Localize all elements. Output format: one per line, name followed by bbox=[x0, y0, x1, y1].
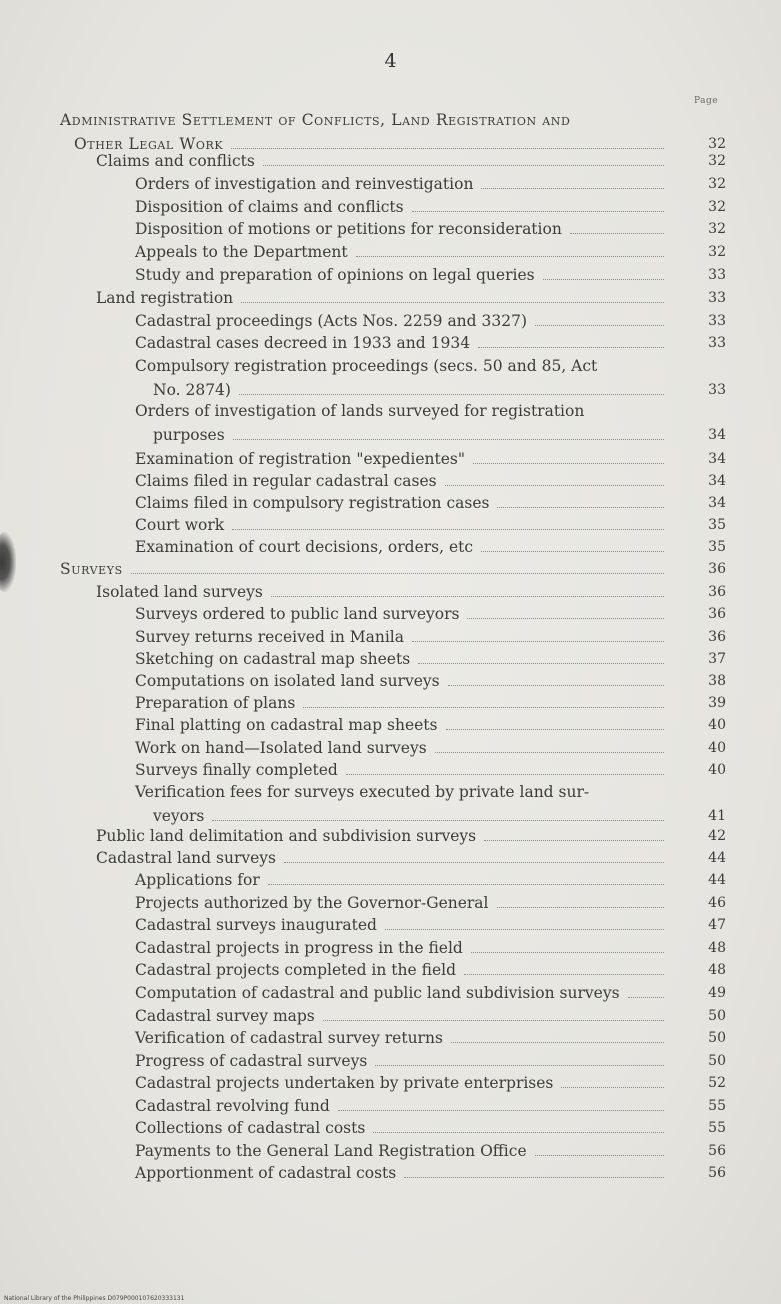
toc-entry-page: 32 bbox=[708, 153, 726, 169]
toc-entry bbox=[135, 715, 726, 735]
dot-leader bbox=[497, 907, 664, 908]
dot-leader bbox=[445, 485, 664, 486]
toc-entry bbox=[96, 288, 726, 308]
dot-leader bbox=[232, 529, 664, 530]
toc-entry bbox=[135, 671, 726, 691]
toc-entry bbox=[96, 848, 726, 868]
toc-entry bbox=[135, 1096, 726, 1116]
dot-leader bbox=[535, 325, 664, 326]
toc-entry-title: Cadastral projects in progress in the field bbox=[135, 939, 463, 957]
toc-entry bbox=[135, 174, 726, 194]
toc-entry-page: 32 bbox=[708, 176, 726, 192]
ink-blot bbox=[0, 532, 16, 592]
toc-entry bbox=[135, 311, 726, 331]
dot-leader bbox=[404, 1177, 664, 1178]
toc-entry-page: 38 bbox=[708, 673, 726, 689]
toc-entry bbox=[135, 219, 726, 239]
toc-entry bbox=[135, 604, 726, 624]
toc-entry-title: Work on hand—Isolated land surveys bbox=[135, 739, 427, 757]
dot-leader bbox=[473, 463, 664, 464]
toc-entry-title: Disposition of claims and conflicts bbox=[135, 198, 404, 216]
toc-entry-title: Verification of cadastral survey returns bbox=[135, 1029, 443, 1047]
toc-entry bbox=[96, 151, 726, 171]
toc-entry-title: Projects authorized by the Governor-General bbox=[135, 894, 489, 912]
dot-leader bbox=[478, 347, 664, 348]
toc-entry-title: Orders of investigation and reinvestigation bbox=[135, 175, 474, 193]
toc-entry-page: 33 bbox=[708, 267, 726, 283]
toc-entry-title: Surveys ordered to public land surveyors bbox=[135, 605, 460, 623]
toc-entry-page: 34 bbox=[708, 427, 726, 443]
toc-entry bbox=[60, 110, 726, 154]
toc-entry-title: Claims filed in regular cadastral cases bbox=[135, 472, 437, 490]
dot-leader bbox=[356, 256, 664, 257]
dot-leader bbox=[231, 148, 664, 149]
toc-entry-title: Cadastral land surveys bbox=[96, 849, 276, 867]
toc-entry bbox=[135, 1051, 726, 1071]
toc-entry-page: 42 bbox=[708, 828, 726, 844]
dot-leader bbox=[271, 596, 664, 597]
toc-entry-page: 40 bbox=[708, 740, 726, 756]
toc-entry-page: 32 bbox=[708, 221, 726, 237]
toc-entry-page: 33 bbox=[708, 382, 726, 398]
dot-leader bbox=[268, 884, 664, 885]
toc-entry-title: Study and preparation of opinions on legal queries bbox=[135, 266, 535, 284]
toc-entry-title: Computations on isolated land surveys bbox=[135, 672, 440, 690]
dot-leader bbox=[303, 707, 664, 708]
toc-entry bbox=[135, 760, 726, 780]
toc-entry bbox=[135, 242, 726, 262]
toc-entry-title: Preparation of plans bbox=[135, 694, 296, 712]
dot-leader bbox=[464, 974, 664, 975]
toc-entry-title: Cadastral survey maps bbox=[135, 1007, 315, 1025]
toc-entry-page: 50 bbox=[708, 1008, 726, 1024]
dot-leader bbox=[233, 439, 664, 440]
toc-entry-title: Land registration bbox=[96, 289, 234, 307]
toc-entry-page: 44 bbox=[708, 850, 726, 866]
toc-entry-title: Court work bbox=[135, 516, 225, 534]
toc-entry-page: 55 bbox=[708, 1120, 726, 1136]
toc-entry-page: 34 bbox=[708, 495, 726, 511]
toc-entry-page: 41 bbox=[708, 808, 726, 824]
dot-leader bbox=[212, 820, 664, 821]
dot-leader bbox=[481, 551, 664, 552]
dot-leader bbox=[497, 507, 664, 508]
dot-leader bbox=[471, 952, 664, 953]
toc-entry bbox=[135, 197, 726, 217]
toc-entry bbox=[135, 960, 726, 980]
toc-entry-title: Claims filed in compulsory registration cases bbox=[135, 494, 490, 512]
toc-entry-page: 48 bbox=[708, 940, 726, 956]
toc-entry-page: 48 bbox=[708, 962, 726, 978]
toc-entry bbox=[135, 1028, 726, 1048]
toc-entry-title: Cadastral proceedings (Acts Nos. 2259 and 3327) bbox=[135, 312, 528, 330]
dot-leader bbox=[448, 685, 664, 686]
toc-entry bbox=[135, 333, 726, 353]
dot-leader bbox=[241, 302, 664, 303]
toc-entry bbox=[135, 983, 726, 1003]
dot-leader bbox=[284, 862, 664, 863]
toc-entry-title: Surveys bbox=[60, 560, 123, 578]
footer-credit: National Library of the Philippines D079P000107620333131 bbox=[4, 1295, 185, 1302]
toc-entry bbox=[135, 515, 726, 535]
toc-entry-title: Progress of cadastral surveys bbox=[135, 1052, 368, 1070]
toc-entry-page: 50 bbox=[708, 1053, 726, 1069]
toc-entry-title: Cadastral projects completed in the field bbox=[135, 961, 456, 979]
toc-entry-page: 33 bbox=[708, 290, 726, 306]
toc-entry-title: Examination of registration "expedientes" bbox=[135, 450, 465, 468]
toc-entry-title: Final platting on cadastral map sheets bbox=[135, 716, 438, 734]
toc-entry-page: 32 bbox=[708, 244, 726, 260]
dot-leader bbox=[451, 1042, 664, 1043]
toc-entry-page: 37 bbox=[708, 651, 726, 667]
toc-entry-title: Claims and conflicts bbox=[96, 152, 255, 170]
toc-entry bbox=[135, 1163, 726, 1183]
toc-entry-title: Cadastral cases decreed in 1933 and 1934 bbox=[135, 334, 471, 352]
dot-leader bbox=[412, 211, 664, 212]
toc-entry bbox=[96, 582, 726, 602]
toc-entry-page: 32 bbox=[708, 136, 726, 152]
toc-entry-page: 33 bbox=[708, 313, 726, 329]
toc-entry-page: 39 bbox=[708, 695, 726, 711]
toc-entry-title: Cadastral surveys inaugurated bbox=[135, 916, 377, 934]
dot-leader bbox=[628, 997, 664, 998]
dot-leader bbox=[561, 1087, 664, 1088]
toc-entry bbox=[135, 401, 726, 445]
toc-entry bbox=[135, 1141, 726, 1161]
toc-entry bbox=[135, 693, 726, 713]
toc-entry-page: 32 bbox=[708, 199, 726, 215]
toc-entry-title-line2: Other Legal Work bbox=[74, 135, 224, 153]
toc-entry-page: 52 bbox=[708, 1075, 726, 1091]
dot-leader bbox=[418, 663, 664, 664]
page-column-label: Page bbox=[694, 96, 719, 106]
toc-entry-page: 46 bbox=[708, 895, 726, 911]
toc-entry-title-line2: No. 2874) bbox=[153, 381, 231, 399]
dot-leader bbox=[239, 394, 664, 395]
toc-entry bbox=[135, 893, 726, 913]
toc-entry-title: Examination of court decisions, orders, etc bbox=[135, 538, 474, 556]
toc-entry bbox=[135, 265, 726, 285]
dot-leader bbox=[375, 1065, 664, 1066]
toc-entry-title: Collections of cadastral costs bbox=[135, 1119, 366, 1137]
toc-entry-title: Appeals to the Department bbox=[135, 243, 348, 261]
toc-entry bbox=[135, 537, 726, 557]
dot-leader bbox=[412, 641, 664, 642]
toc-entry bbox=[135, 449, 726, 469]
toc-entry bbox=[135, 356, 726, 400]
toc-entry-page: 56 bbox=[708, 1143, 726, 1159]
toc-entry bbox=[135, 493, 726, 513]
toc-entry-title: Computation of cadastral and public land subdivision surveys bbox=[135, 984, 620, 1002]
toc-entry bbox=[135, 471, 726, 491]
toc-entry-title: Public land delimitation and subdivision surveys bbox=[96, 827, 477, 845]
toc-entry-title: Isolated land surveys bbox=[96, 583, 263, 601]
toc-entry-page: 35 bbox=[708, 539, 726, 555]
toc-entry bbox=[96, 826, 726, 846]
page-number: 4 bbox=[384, 50, 397, 72]
toc-entry-title: Surveys finally completed bbox=[135, 761, 338, 779]
dot-leader bbox=[481, 188, 664, 189]
toc-entry bbox=[135, 915, 726, 935]
toc-entry-title-line2: veyors bbox=[153, 807, 205, 825]
toc-entry-page: 49 bbox=[708, 985, 726, 1001]
toc-entry-title-line1: Verification fees for surveys executed by private land sur- bbox=[135, 783, 590, 801]
toc-entry bbox=[135, 1118, 726, 1138]
toc-entry-page: 34 bbox=[708, 473, 726, 489]
toc-entry-page: 33 bbox=[708, 335, 726, 351]
toc-entry bbox=[135, 1006, 726, 1026]
toc-entry-title-line1: Compulsory registration proceedings (secs. 50 and 85, Act bbox=[135, 357, 598, 375]
toc-entry bbox=[135, 627, 726, 647]
dot-leader bbox=[484, 840, 664, 841]
toc-entry-page: 40 bbox=[708, 717, 726, 733]
toc-entry bbox=[135, 649, 726, 669]
toc-entry-title: Payments to the General Land Registration Office bbox=[135, 1142, 527, 1160]
toc-entry-page: 50 bbox=[708, 1030, 726, 1046]
toc-entry-page: 34 bbox=[708, 451, 726, 467]
toc-entry bbox=[135, 1073, 726, 1093]
toc-entry-page: 36 bbox=[708, 561, 726, 577]
toc-entry-page: 47 bbox=[708, 917, 726, 933]
toc-entry-page: 36 bbox=[708, 629, 726, 645]
dot-leader bbox=[467, 618, 664, 619]
toc-entry-title: Cadastral revolving fund bbox=[135, 1097, 330, 1115]
toc-entry bbox=[135, 870, 726, 890]
toc-entry bbox=[135, 938, 726, 958]
toc-entry-title: Sketching on cadastral map sheets bbox=[135, 650, 411, 668]
toc-entry bbox=[135, 738, 726, 758]
toc-entry-title-line2: purposes bbox=[153, 426, 225, 444]
toc-entry-title: Disposition of motions or petitions for reconsideration bbox=[135, 220, 562, 238]
dot-leader bbox=[535, 1155, 664, 1156]
toc-entry-title: Applications for bbox=[135, 871, 260, 889]
toc-entry-title: Cadastral projects undertaken by private enterprises bbox=[135, 1074, 554, 1092]
toc-entry-page: 35 bbox=[708, 517, 726, 533]
toc-entry bbox=[60, 559, 726, 579]
dot-leader bbox=[385, 929, 664, 930]
toc-entry-title-line1: Administrative Settlement of Conflicts, Land Registration and bbox=[60, 111, 571, 129]
toc-entry-page: 36 bbox=[708, 606, 726, 622]
toc-entry-page: 56 bbox=[708, 1165, 726, 1181]
toc-entry-title-line1: Orders of investigation of lands surveyed for registration bbox=[135, 402, 585, 420]
dot-leader bbox=[131, 573, 664, 574]
toc-entry bbox=[135, 782, 726, 826]
dot-leader bbox=[570, 233, 664, 234]
toc-entry-title: Survey returns received in Manila bbox=[135, 628, 404, 646]
toc-entry-page: 44 bbox=[708, 872, 726, 888]
toc-entry-page: 40 bbox=[708, 762, 726, 778]
dot-leader bbox=[263, 165, 664, 166]
dot-leader bbox=[323, 1020, 664, 1021]
dot-leader bbox=[338, 1110, 664, 1111]
dot-leader bbox=[446, 729, 665, 730]
toc-entry-page: 55 bbox=[708, 1098, 726, 1114]
toc-entry-page: 36 bbox=[708, 584, 726, 600]
toc-entry-title: Apportionment of cadastral costs bbox=[135, 1164, 397, 1182]
dot-leader bbox=[543, 279, 664, 280]
dot-leader bbox=[435, 752, 664, 753]
dot-leader bbox=[373, 1132, 664, 1133]
dot-leader bbox=[346, 774, 664, 775]
